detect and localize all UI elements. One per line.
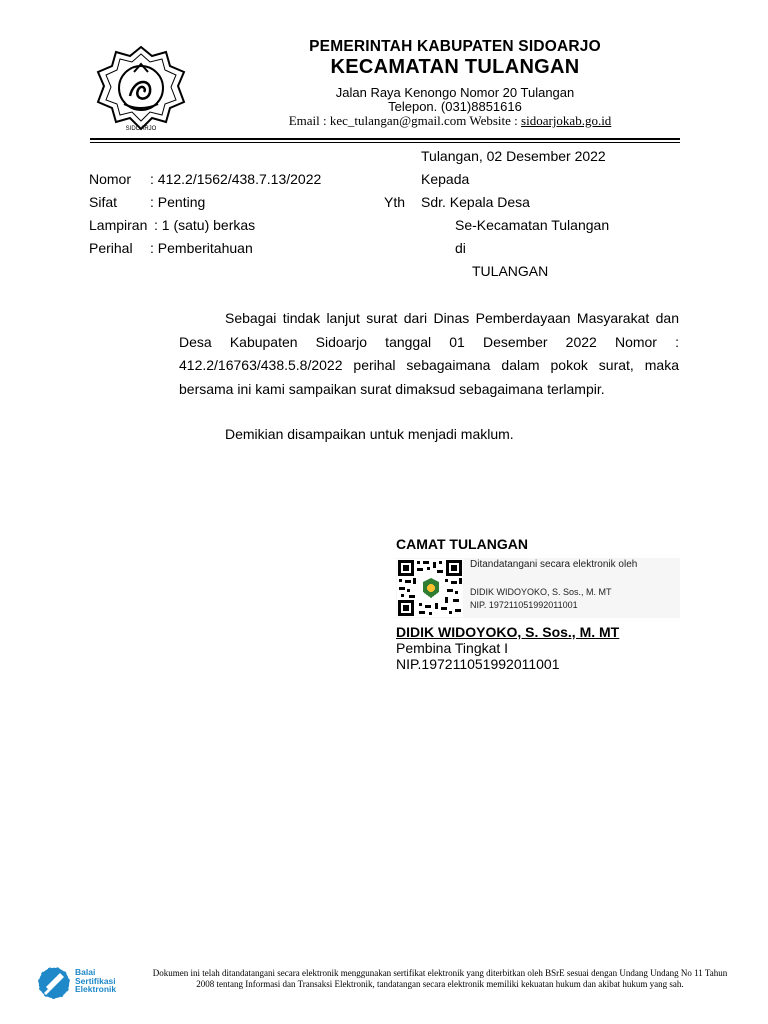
letterhead-government: PEMERINTAH KABUPATEN SIDOARJO bbox=[309, 38, 601, 55]
e-sign-disclaimer: Dokumen ini telah ditandatangani secara elektronik menggunakan sertifikat elektronik yang diterbitkan oleh BSrE sesuai dengan Undang Undang No 11 Tahun 2008 tentang Informasi dan Transaksi Elektronik, tandatangan secara elektronik memiliki kekuatan hukum dan akibat hukum yang sah. bbox=[152, 968, 728, 989]
signatory-rank: Pembina Tingkat I bbox=[396, 640, 509, 656]
bsre-line-1: Balai bbox=[75, 967, 96, 977]
body-paragraph-2: Demikian disampaikan untuk menjadi maklum. bbox=[225, 426, 514, 442]
lampiran-value: : 1 (satu) berkas bbox=[154, 217, 256, 233]
e-sign-name: DIDIK WIDOYOKO, S. Sos., M. MT bbox=[470, 587, 612, 597]
recipient: Sdr. Kepala Desa bbox=[421, 194, 530, 210]
kabupaten-sidoarjo-emblem-icon bbox=[94, 44, 188, 132]
recipient-area: Se-Kecamatan Tulangan bbox=[455, 217, 610, 233]
sifat-label: Sifat bbox=[89, 194, 118, 210]
signatory-name: DIDIK WIDOYOKO, S. Sos., M. MT bbox=[396, 624, 620, 640]
letter-body bbox=[179, 307, 679, 401]
lampiran-label: Lampiran bbox=[89, 217, 148, 233]
perihal-label: Perihal bbox=[89, 240, 133, 256]
svg-text:SIDOARJO: SIDOARJO bbox=[125, 126, 157, 132]
bsre-label bbox=[75, 968, 116, 994]
place-date: Tulangan, 02 Desember 2022 bbox=[421, 148, 606, 164]
nomor-label: Nomor bbox=[89, 171, 132, 187]
bsre-logo-icon bbox=[36, 965, 72, 1001]
letterhead-rule-thin bbox=[90, 142, 680, 143]
website-link[interactable]: sidoarjokab.go.id bbox=[521, 113, 612, 128]
di-label: di bbox=[455, 240, 466, 256]
signatory-title: CAMAT TULANGAN bbox=[396, 536, 528, 552]
sifat-value: : Penting bbox=[150, 194, 206, 210]
kepada-label: Kepada bbox=[421, 171, 470, 187]
e-sign-note: Ditandatangani secara elektronik oleh bbox=[470, 559, 638, 570]
letterhead-contact bbox=[240, 113, 660, 129]
letterhead-district: KECAMATAN TULANGAN bbox=[330, 56, 580, 78]
nomor-value: : 412.2/1562/438.7.13/2022 bbox=[150, 171, 322, 187]
bsre-line-2: Sertifikasi bbox=[75, 975, 116, 986]
body-paragraph-1: Sebagai tindak lanjut surat dari Dinas Pemberdayaan Masyarakat dan Desa Kabupaten Sidoarjo tanggal 01 Desember 2022 Nomor : 412.2/16763/438.5.8/2022 perihal sebagaimana dalam pokok surat, maka bersama ini kami sampaikan surat dimaksud sebagaimana terlampir. bbox=[179, 310, 679, 397]
perihal-value: : Pemberitahuan bbox=[150, 240, 253, 256]
letterhead-rule-thick bbox=[90, 138, 680, 140]
letterhead-phone: Telepon. (031)8851616 bbox=[388, 99, 522, 114]
letterhead-email: Email : kec_tulangan@gmail.com Website : bbox=[288, 113, 522, 128]
e-sign-nip: NIP. 197211051992011001 bbox=[470, 600, 578, 610]
yth-label: Yth bbox=[384, 194, 406, 210]
recipient-city: TULANGAN bbox=[472, 263, 549, 279]
letterhead-address: Jalan Raya Kenongo Nomor 20 Tulangan bbox=[335, 85, 575, 100]
signatory-nip: NIP.197211051992011001 bbox=[396, 656, 560, 672]
bsre-line-3: Elektronik bbox=[75, 984, 117, 994]
qr-code-icon[interactable] bbox=[397, 559, 463, 617]
